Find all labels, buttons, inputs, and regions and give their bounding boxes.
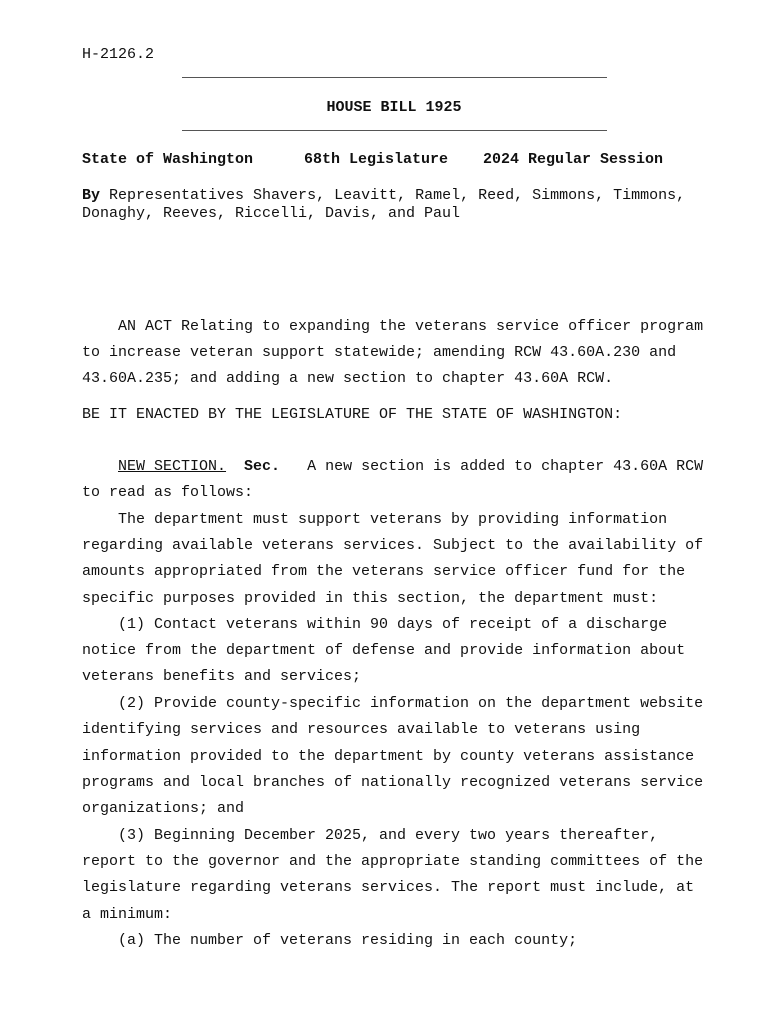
body-line: specific purposes provided in this section, the department must: [82,590,659,607]
body-line: The department must support veterans by providing information [118,511,668,528]
act-line: to increase veteran support statewide; amending RCW 43.60A.230 and [82,344,677,361]
sponsors-by-label: By [82,187,101,204]
subsection-3a: (a) The number of veterans residing in each county; [118,932,578,949]
subsection-1: (1) Contact veterans within 90 days of receipt of a discharge [118,616,668,633]
body-line: regarding available veterans services. Subject to the availability of [82,537,704,554]
body-line: veterans benefits and services; [82,668,362,685]
title-rule-bottom [182,130,607,131]
subsection-3: (3) Beginning December 2025, and every two years thereafter, [118,827,659,844]
body-line: organizations; and [82,800,245,817]
document-id: H-2126.2 [82,46,155,63]
sponsors-names-1: Representatives Shavers, Leavitt, Ramel, Reed, Simmons, Timmons, [109,187,686,204]
body-line: notice from the department of defense and provide information about [82,642,686,659]
body-line: information provided to the department by county veterans assistance [82,748,695,765]
act-line: 43.60A.235; and adding a new section to chapter 43.60A RCW. [82,370,614,387]
body-line: legislature regarding veterans services. The report must include, at [82,879,695,896]
bill-title: HOUSE BILL 1925 [326,99,462,116]
section-sec-label: Sec. [244,458,281,475]
title-rule-top [182,77,607,78]
body-line: report to the governor and the appropriate standing committees of the [82,853,704,870]
sponsors [82,187,712,223]
sponsors-line-2: Donaghy, Reeves, Riccelli, Davis, and Paul [82,205,461,222]
body-line: amounts appropriated from the veterans service officer fund for the [82,563,686,580]
new-section-label: NEW SECTION. [118,458,227,475]
enacting-clause: BE IT ENACTED BY THE LEGISLATURE OF THE STATE OF WASHINGTON: [82,406,623,423]
session-legislature: 68th Legislature [304,151,449,168]
act-line: AN ACT Relating to expanding the veterans service officer program [118,318,704,335]
session-state: State of Washington [82,151,254,168]
new-section-text: A new section is added to chapter 43.60A RCW [307,458,704,475]
new-section-text-continued: to read as follows: [82,484,254,501]
subsection-2: (2) Provide county-specific information on the department website [118,695,704,712]
body-line: programs and local branches of nationally recognized veterans service [82,774,704,791]
session-name: 2024 Regular Session [483,151,664,168]
body-line: a minimum: [82,906,173,923]
new-section-heading [118,458,703,475]
sponsors-line-1 [82,187,712,205]
body-line: identifying services and resources available to veterans using [82,721,641,738]
